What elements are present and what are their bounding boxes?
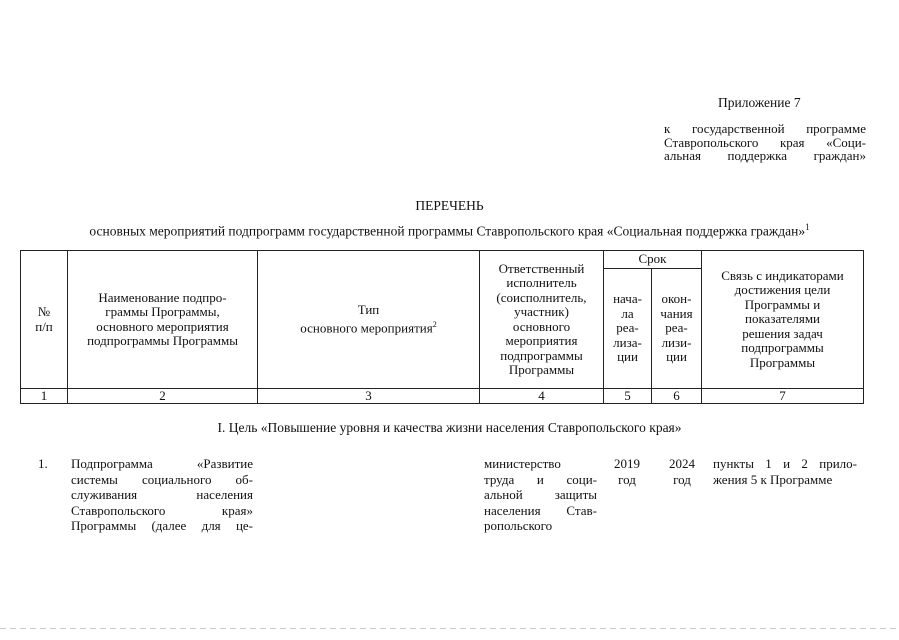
column-number: 6 <box>652 389 702 404</box>
section-heading: I. Цель «Повышение уровня и качества жизни населения Ставропольского края» <box>217 420 682 435</box>
row-responsible: министерство труда и соци- альной защиты населения Став- ропольского <box>484 456 597 533</box>
header-responsible: Ответственный исполнитель (соисполнитель, участник) основного мероприятия подпрограммы Программы <box>480 251 604 389</box>
column-number: 5 <box>604 389 652 404</box>
appendix-line: к государственной программе <box>664 121 866 136</box>
column-number: 1 <box>21 389 68 404</box>
header-link: Связь с индикаторами достижения цели Программы и показателями решения задач подпрограммы Программы <box>702 251 864 389</box>
appendix-title: Приложение 7 <box>718 95 801 110</box>
header-start: нача- ла реа- лиза- ции <box>604 269 652 389</box>
row-name: Подпрограмма «Развитие системы социального об- служивания населения Ставропольского края» Программы (далее для це- <box>71 456 253 533</box>
column-number-row <box>21 389 864 404</box>
row-start: 2019 год <box>614 456 640 487</box>
header-end: окон- чания реа- лизи- ции <box>652 269 702 389</box>
column-number: 4 <box>480 389 604 404</box>
appendix-line: Ставропольского края «Соци- <box>664 134 866 150</box>
column-number: 3 <box>258 389 480 404</box>
document-subtitle-text: основных мероприятий подпрограмм государственной программы Ставропольского края «Социальная поддержка граждан» <box>89 223 806 239</box>
header-number: № п/п <box>21 251 68 389</box>
scan-artifact <box>0 628 899 629</box>
document-subtitle <box>0 222 899 240</box>
measures-table-header <box>20 250 864 404</box>
row-end: 2024 год <box>669 456 695 487</box>
column-number: 7 <box>702 389 864 404</box>
column-number: 2 <box>68 389 258 404</box>
document-title: ПЕРЕЧЕНЬ <box>415 198 484 213</box>
footnote-marker: 2 <box>432 319 437 329</box>
header-term: Срок <box>604 251 702 269</box>
appendix-line: альная поддержка граждан» <box>664 148 866 163</box>
row-number: 1. <box>38 456 48 471</box>
footnote-marker: 1 <box>805 222 810 232</box>
row-link: пункты 1 и 2 прило- жения 5 к Программе <box>713 456 857 487</box>
header-name: Наименование подпро- граммы Программы, основного мероприятия подпрограммы Программы <box>68 251 258 389</box>
header-type: Тип основного мероприятия$^2$ <box>258 251 480 389</box>
appendix-description <box>664 122 866 163</box>
